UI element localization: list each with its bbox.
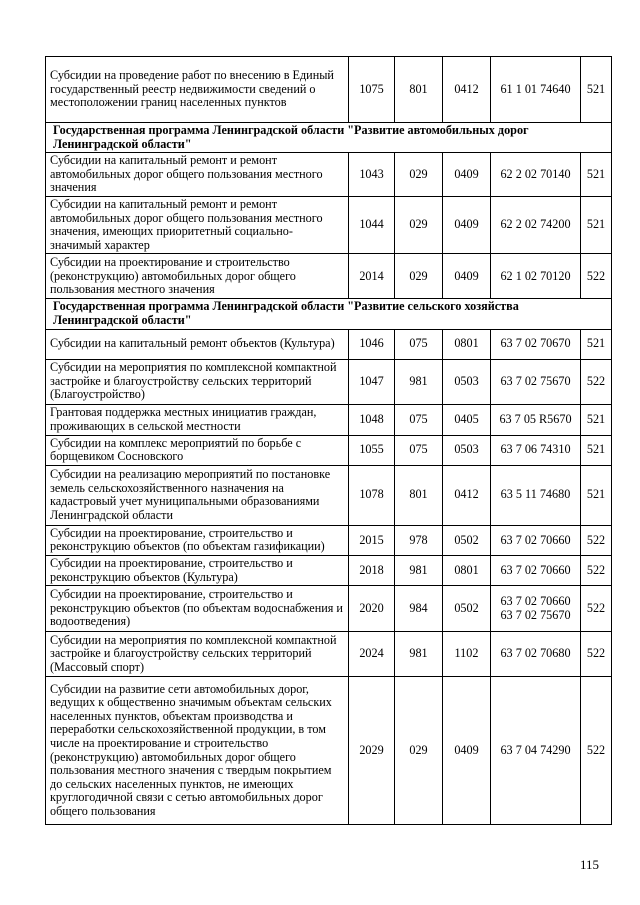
section-cell: 0503 bbox=[443, 435, 491, 465]
target-cell bbox=[491, 586, 581, 632]
admin-cell: 075 bbox=[395, 329, 443, 359]
code-cell: 1044 bbox=[349, 196, 395, 253]
section-cell: 0502 bbox=[443, 525, 491, 555]
code-cell: 2029 bbox=[349, 677, 395, 825]
target-cell: 62 2 02 70140 bbox=[491, 153, 581, 197]
target-cell: 63 7 02 70680 bbox=[491, 632, 581, 677]
expense-cell: 521 bbox=[581, 465, 612, 525]
code-cell: 2024 bbox=[349, 632, 395, 677]
subsidy-name: Субсидии на комплекс мероприятий по борьбе с борщевиком Сосновского bbox=[46, 435, 349, 465]
admin-cell: 981 bbox=[395, 555, 443, 585]
expense-cell: 522 bbox=[581, 555, 612, 585]
subsidy-name: Субсидии на капитальный ремонт и ремонт автомобильных дорог общего пользования местного значения, имеющих приоритетный социально-значимый характер bbox=[46, 196, 349, 253]
section-cell: 0412 bbox=[443, 465, 491, 525]
code-cell: 2020 bbox=[349, 586, 395, 632]
target-cell: 63 5 11 74680 bbox=[491, 465, 581, 525]
expense-cell: 522 bbox=[581, 254, 612, 299]
section-cell: 0409 bbox=[443, 196, 491, 253]
section-cell: 0412 bbox=[443, 57, 491, 123]
admin-cell: 984 bbox=[395, 586, 443, 632]
expense-cell: 521 bbox=[581, 153, 612, 197]
table-row bbox=[46, 632, 612, 677]
target-cell: 63 7 02 70670 bbox=[491, 329, 581, 359]
table-row bbox=[46, 586, 612, 632]
admin-cell: 029 bbox=[395, 254, 443, 299]
code-cell: 1048 bbox=[349, 404, 395, 435]
section-cell: 0405 bbox=[443, 404, 491, 435]
target-cell: 63 7 02 75670 bbox=[491, 359, 581, 404]
subsidy-name: Субсидии на мероприятия по комплексной компактной застройке и благоустройству сельских территорий (Благоустройство) bbox=[46, 359, 349, 404]
subsidy-name: Субсидии на капитальный ремонт объектов (Культура) bbox=[46, 329, 349, 359]
section-cell: 0409 bbox=[443, 153, 491, 197]
expense-cell: 521 bbox=[581, 57, 612, 123]
target-code-1: 63 7 02 70660 bbox=[500, 594, 571, 608]
target-cell: 63 7 02 70660 bbox=[491, 555, 581, 585]
target-cell: 63 7 04 74290 bbox=[491, 677, 581, 825]
target-code-2: 63 7 02 75670 bbox=[500, 607, 571, 622]
admin-cell: 029 bbox=[395, 196, 443, 253]
table-row bbox=[46, 525, 612, 555]
target-cell: 63 7 02 70660 bbox=[491, 525, 581, 555]
section-cell: 0409 bbox=[443, 254, 491, 299]
subsidy-name: Субсидии на проектирование, строительство и реконструкцию объектов (по объектам газификации) bbox=[46, 525, 349, 555]
table-row bbox=[46, 465, 612, 525]
admin-cell: 075 bbox=[395, 435, 443, 465]
admin-cell: 801 bbox=[395, 57, 443, 123]
expense-cell: 522 bbox=[581, 359, 612, 404]
expense-cell: 521 bbox=[581, 404, 612, 435]
section-cell: 1102 bbox=[443, 632, 491, 677]
target-cell: 63 7 05 R5670 bbox=[491, 404, 581, 435]
admin-cell: 981 bbox=[395, 359, 443, 404]
table-row bbox=[46, 404, 612, 435]
admin-cell: 075 bbox=[395, 404, 443, 435]
table-row bbox=[46, 677, 612, 825]
target-cell: 61 1 01 74640 bbox=[491, 57, 581, 123]
admin-cell: 029 bbox=[395, 153, 443, 197]
subsidy-name: Грантовая поддержка местных инициатив граждан, проживающих в сельской местности bbox=[46, 404, 349, 435]
code-cell: 1075 bbox=[349, 57, 395, 123]
table-row bbox=[46, 359, 612, 404]
code-cell: 2018 bbox=[349, 555, 395, 585]
table-row bbox=[46, 329, 612, 359]
table-row bbox=[46, 153, 612, 197]
section-cell: 0801 bbox=[443, 555, 491, 585]
section-cell: 0503 bbox=[443, 359, 491, 404]
program-header bbox=[46, 123, 612, 153]
admin-cell: 978 bbox=[395, 525, 443, 555]
admin-cell: 029 bbox=[395, 677, 443, 825]
subsidy-name: Субсидии на проведение работ по внесению в Единый государственный реестр недвижимости сведений о местоположении границ населенных пунктов bbox=[46, 57, 349, 123]
code-cell: 1078 bbox=[349, 465, 395, 525]
target-cell: 63 7 06 74310 bbox=[491, 435, 581, 465]
expense-cell: 522 bbox=[581, 586, 612, 632]
subsidy-name: Субсидии на проектирование, строительство и реконструкцию объектов (по объектам водоснабжения и водоотведения) bbox=[46, 586, 349, 632]
table-row bbox=[46, 57, 612, 123]
code-cell: 2015 bbox=[349, 525, 395, 555]
table-row bbox=[46, 254, 612, 299]
admin-cell: 801 bbox=[395, 465, 443, 525]
target-cell: 62 1 02 70120 bbox=[491, 254, 581, 299]
program-header bbox=[46, 299, 612, 329]
code-cell: 2014 bbox=[349, 254, 395, 299]
target-cell: 62 2 02 74200 bbox=[491, 196, 581, 253]
subsidy-name: Субсидии на мероприятия по комплексной компактной застройке и благоустройству сельских территорий (Массовый спорт) bbox=[46, 632, 349, 677]
subsidy-name: Субсидии на развитие сети автомобильных дорог, ведущих к общественно значимым объектам сельских населенных пунктов, объектам производства и переработки сельскохозяйственной продукции, в том числе на проектирование и строительство (реконструкцию) автомобильных дорог общего пользования местного значения с твердым покрытием до сельских населенных пунктов, не имеющих круглогодичной связи с сетью автомобильных дорог общего пользования bbox=[46, 677, 349, 825]
expense-cell: 522 bbox=[581, 632, 612, 677]
expense-cell: 521 bbox=[581, 329, 612, 359]
code-cell: 1047 bbox=[349, 359, 395, 404]
expense-cell: 521 bbox=[581, 196, 612, 253]
subsidy-name: Субсидии на проектирование и строительство (реконструкцию) автомобильных дорог общего пользования местного значения bbox=[46, 254, 349, 299]
expense-cell: 522 bbox=[581, 525, 612, 555]
code-cell: 1046 bbox=[349, 329, 395, 359]
program-title: Государственная программа Ленинградской области "Развитие сельского хозяйства Ленинградской области" bbox=[46, 299, 612, 329]
table-row bbox=[46, 196, 612, 253]
section-cell: 0409 bbox=[443, 677, 491, 825]
code-cell: 1043 bbox=[349, 153, 395, 197]
subsidy-name: Субсидии на проектирование, строительство и реконструкцию объектов (Культура) bbox=[46, 555, 349, 585]
expense-cell: 521 bbox=[581, 435, 612, 465]
page-number: 115 bbox=[580, 857, 600, 872]
table-row bbox=[46, 555, 612, 585]
expense-cell: 522 bbox=[581, 677, 612, 825]
section-cell: 0502 bbox=[443, 586, 491, 632]
program-title: Государственная программа Ленинградской области "Развитие автомобильных дорог Ленинградской области" bbox=[46, 123, 612, 153]
subsidy-name: Субсидии на капитальный ремонт и ремонт автомобильных дорог общего пользования местного значения bbox=[46, 153, 349, 197]
code-cell: 1055 bbox=[349, 435, 395, 465]
admin-cell: 981 bbox=[395, 632, 443, 677]
subsidy-name: Субсидии на реализацию мероприятий по постановке земель сельскохозяйственного назначения на кадастровый учет муниципальными образованиями Ленинградской области bbox=[46, 465, 349, 525]
section-cell: 0801 bbox=[443, 329, 491, 359]
subsidies-table bbox=[45, 56, 612, 825]
table-row bbox=[46, 435, 612, 465]
